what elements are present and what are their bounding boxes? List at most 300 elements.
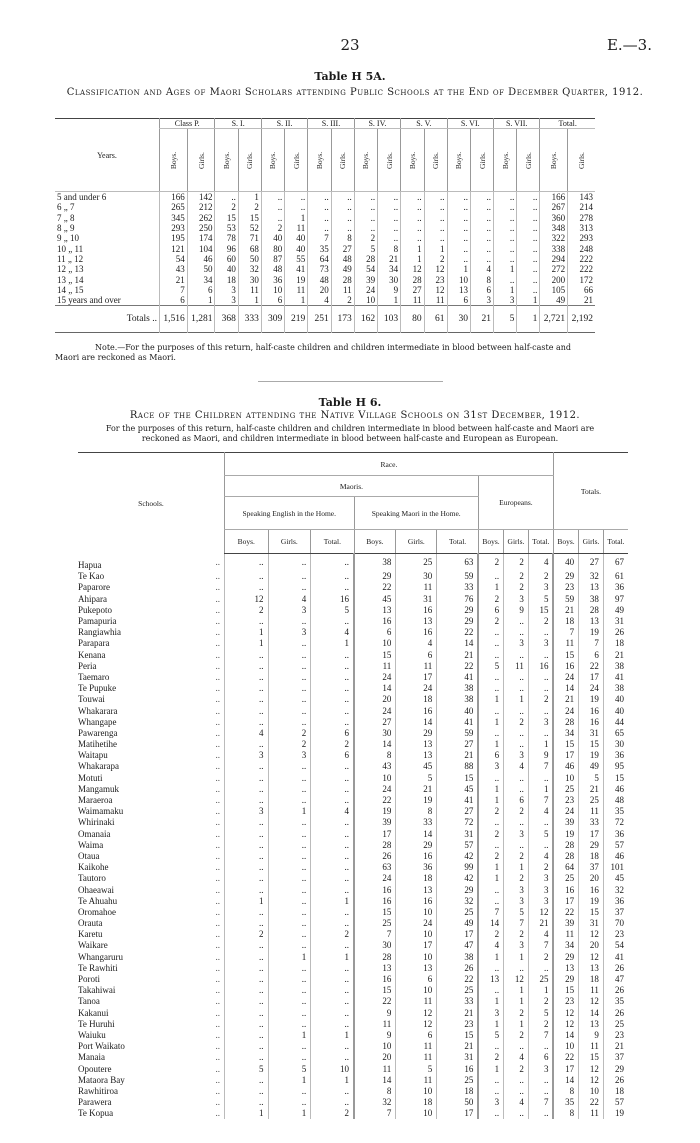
table-cell: .. [478, 649, 503, 660]
table-cell: 46 [603, 783, 628, 794]
table-cell: 1 [478, 862, 503, 873]
table-cell: 45 [354, 593, 396, 604]
table-cell: .. [478, 638, 503, 649]
table-cell: 11 [553, 638, 578, 649]
table-cell: .. [308, 223, 331, 233]
table-cell: .. [528, 839, 553, 850]
table-cell: .. [224, 761, 268, 772]
age-range-label: 15 years and over [57, 295, 121, 306]
dot-leader: .. [215, 806, 220, 817]
table-cell: 10 [354, 1041, 396, 1052]
table-cell: 12 [579, 1063, 604, 1074]
table-row [78, 1108, 628, 1119]
table-cell: .. [311, 850, 354, 861]
table-cell: .. [224, 1085, 268, 1096]
table-cell: .. [311, 985, 354, 996]
girls-header [187, 129, 215, 192]
table-cell: 28 [553, 839, 578, 850]
table-cell: .. [528, 705, 553, 716]
table-cell: .. [493, 213, 516, 223]
table-cell: 7 [528, 1029, 553, 1040]
girls-label: Girls. [523, 151, 533, 169]
table-cell: 2 [504, 571, 529, 582]
table-cell: 5 [528, 1007, 553, 1018]
table-cell: 99 [437, 862, 479, 873]
dot-leader: .. [215, 929, 220, 940]
table-cell: 7 [504, 918, 529, 929]
table-cell: .. [224, 973, 268, 984]
school-name: Karetu [78, 929, 103, 940]
table-row [78, 1041, 628, 1052]
table-cell: 15 [579, 739, 604, 750]
table-cell: 36 [261, 274, 284, 284]
table-cell: 1 [268, 806, 311, 817]
table-cell: 272 [540, 264, 568, 274]
table-row [55, 285, 595, 295]
school-name: Waitapu [78, 750, 108, 761]
table-cell: 14 [396, 716, 437, 727]
boys-header: Boys. [354, 530, 396, 554]
table-cell: .. [224, 571, 268, 582]
table-cell: 26 [603, 962, 628, 973]
dot-leader: .. [215, 1007, 220, 1018]
table-cell: 25 [354, 918, 396, 929]
table-cell: 1 [478, 1063, 503, 1074]
table-cell: .. [311, 884, 354, 895]
table-cell: 24 [553, 671, 578, 682]
table-cell: 6 [396, 1029, 437, 1040]
table-cell: 1 [187, 295, 215, 306]
table-cell: 212 [187, 202, 215, 212]
table-cell: 1 [311, 1029, 354, 1040]
table-cell: 29 [603, 1063, 628, 1074]
table-cell: .. [224, 772, 268, 783]
table-cell: .. [447, 223, 470, 233]
table-cell: 1 [504, 996, 529, 1007]
table-cell: 42 [437, 850, 479, 861]
table-row [78, 705, 628, 716]
table-cell: 39 [553, 817, 578, 828]
table-cell: 2 [504, 1063, 529, 1074]
table-cell: 16 [354, 895, 396, 906]
school-name: Mataora Bay [78, 1074, 125, 1085]
table-cell: 7 [478, 906, 503, 917]
table-cell: 31 [603, 615, 628, 626]
girls-label: Girls. [338, 151, 348, 169]
table-cell: .. [268, 828, 311, 839]
table-row [55, 213, 595, 223]
table-cell: .. [378, 213, 401, 223]
table-cell: 32 [437, 895, 479, 906]
table-cell: 22 [437, 973, 479, 984]
table-cell: 5 [528, 593, 553, 604]
table-cell: 3 [478, 1097, 503, 1108]
school-name: Whangaruru [78, 951, 123, 962]
table-cell: 38 [354, 554, 396, 571]
table-cell: .. [493, 192, 516, 203]
table-cell: 34 [553, 940, 578, 951]
europeans-header: Europeans. [478, 476, 553, 530]
table-row [78, 694, 628, 705]
dot-leader: .. [215, 557, 220, 568]
girls-header [424, 129, 447, 192]
boys-label: Boys. [407, 151, 417, 169]
race-header: Race. [224, 453, 553, 476]
table-cell: 24 [396, 683, 437, 694]
table-cell: .. [311, 582, 354, 593]
school-name: Waimamaku [78, 806, 124, 817]
table-cell: 14 [553, 1029, 578, 1040]
table-cell: 22 [354, 582, 396, 593]
table-cell: 11 [579, 1041, 604, 1052]
table-cell: 11 [424, 295, 447, 306]
school-name: Ahipara [78, 593, 107, 604]
table-cell: .. [268, 862, 311, 873]
table-cell: 28 [401, 274, 424, 284]
table-cell: .. [447, 192, 470, 203]
table-cell: 15 [215, 213, 238, 223]
age-range-label: 11 „ 12 [57, 253, 84, 264]
table-cell: 2 [504, 716, 529, 727]
totals-cell: 80 [401, 306, 424, 333]
table-cell: 19 [553, 828, 578, 839]
table-cell: 23 [603, 1029, 628, 1040]
totals-cell: 5 [493, 306, 516, 333]
table-cell: 21 [603, 1041, 628, 1052]
speaking-maori-header: Speaking Maori in the Home. [354, 497, 478, 530]
school-name: Te Pupuke [78, 683, 117, 694]
school-name: Motuti [78, 772, 103, 783]
table-cell: 66 [568, 285, 595, 295]
table-cell: .. [311, 918, 354, 929]
table-cell: .. [268, 1018, 311, 1029]
table-cell: 2 [528, 571, 553, 582]
table-cell: 195 [160, 233, 188, 243]
totals-cell: 2,192 [568, 306, 595, 333]
table-cell: .. [424, 192, 447, 203]
table-cell: .. [517, 223, 540, 233]
dot-leader: .. [215, 616, 220, 627]
table-cell: 2 [528, 996, 553, 1007]
table-cell: .. [268, 554, 311, 571]
table-row [78, 571, 628, 582]
table-cell: 22 [553, 1052, 578, 1063]
table-cell: 1 [224, 627, 268, 638]
table-cell: 21 [579, 783, 604, 794]
table-cell: .. [268, 929, 311, 940]
dot-leader: .. [215, 1097, 220, 1108]
table-cell: 5 [478, 660, 503, 671]
girls-label: Girls. [431, 151, 441, 169]
table-cell: 12 [504, 973, 529, 984]
school-name: Hapua [78, 560, 102, 571]
dot-leader: .. [215, 873, 220, 884]
table-cell: 15 [437, 1029, 479, 1040]
table-cell: .. [331, 202, 354, 212]
dot-leader: .. [215, 1108, 220, 1119]
table-cell: 19 [579, 750, 604, 761]
totals-cell: 162 [354, 306, 377, 333]
table-cell: 28 [553, 850, 578, 861]
table-row [78, 783, 628, 794]
table-row [55, 233, 595, 243]
table-cell: 29 [553, 571, 578, 582]
table-row [78, 1052, 628, 1063]
table-cell: 1 [478, 873, 503, 884]
table-cell: .. [447, 254, 470, 264]
table-cell: 1 [478, 794, 503, 805]
table-cell: 72 [603, 817, 628, 828]
table-row [78, 683, 628, 694]
table-cell: 23 [553, 582, 578, 593]
age-range-label: 8 „ 9 [57, 223, 75, 234]
table-cell: 21 [553, 604, 578, 615]
table-row [78, 1007, 628, 1018]
table-cell: 1 [504, 694, 529, 705]
school-name: Mangamuk [78, 783, 119, 794]
table-cell: 25 [437, 1074, 479, 1085]
table-cell: 4 [268, 593, 311, 604]
table-cell: 13 [553, 962, 578, 973]
table-cell: 18 [553, 615, 578, 626]
table-cell: 13 [579, 582, 604, 593]
table-cell: 4 [528, 850, 553, 861]
table-cell: 10 [396, 1108, 437, 1119]
table-cell: 33 [396, 817, 437, 828]
table-cell: 25 [553, 783, 578, 794]
table-cell: .. [311, 794, 354, 805]
table-cell: .. [504, 615, 529, 626]
table-cell: 1 [311, 951, 354, 962]
table-cell: 38 [437, 694, 479, 705]
table-cell: .. [311, 1018, 354, 1029]
table-cell: 2 [478, 929, 503, 940]
table-cell: .. [224, 817, 268, 828]
table-cell: 16 [311, 593, 354, 604]
table-cell: 172 [568, 274, 595, 284]
boys-header [447, 129, 470, 192]
table-cell: 5 [311, 604, 354, 615]
table-cell: 21 [437, 750, 479, 761]
table-cell: 95 [603, 761, 628, 772]
table-h5a-note: Note.—For the purposes of this return, half-caste children and children intermediate in blood between half-caste and Maori are reckoned as Maori. [55, 343, 572, 362]
table-cell: .. [311, 839, 354, 850]
total-header: Total. [528, 530, 553, 554]
girls-label: Girls. [384, 151, 394, 169]
table-cell: .. [331, 223, 354, 233]
table-cell: 36 [603, 750, 628, 761]
table-cell: 59 [437, 727, 479, 738]
table-cell: 48 [331, 254, 354, 264]
table-cell: 4 [528, 929, 553, 940]
boys-header [160, 129, 188, 192]
dot-leader: .. [215, 828, 220, 839]
girls-header [568, 129, 595, 192]
table-cell: 8 [553, 1085, 578, 1096]
table-cell: .. [215, 192, 238, 203]
table-cell: 11 [579, 1108, 604, 1119]
table-cell: 101 [603, 862, 628, 873]
table-cell: 63 [437, 554, 479, 571]
table-cell: .. [493, 243, 516, 253]
table-cell: 27 [437, 806, 479, 817]
table-row [55, 295, 595, 306]
table-cell: 1 [478, 582, 503, 593]
dot-leader: .. [215, 694, 220, 705]
table-cell: .. [311, 906, 354, 917]
school-name: Port Waikato [78, 1041, 125, 1052]
table-cell: .. [311, 772, 354, 783]
table-cell: .. [311, 1097, 354, 1108]
table-cell: .. [224, 839, 268, 850]
table-cell: 21 [437, 649, 479, 660]
girls-header: Girls. [504, 530, 529, 554]
table-cell: .. [224, 906, 268, 917]
boys-label: Boys. [268, 151, 278, 169]
table-cell: 13 [396, 615, 437, 626]
table-cell: .. [224, 1097, 268, 1108]
table-cell: 15 [579, 1052, 604, 1063]
table-cell: 22 [579, 1097, 604, 1108]
table-cell: 24 [579, 683, 604, 694]
table-cell: 22 [437, 627, 479, 638]
table-cell: 4 [504, 761, 529, 772]
table-cell: .. [504, 1108, 529, 1119]
table-cell: 3 [478, 761, 503, 772]
table-cell: .. [224, 884, 268, 895]
table-cell: 25 [437, 985, 479, 996]
table-cell: 1 [311, 1074, 354, 1085]
table-cell: 4 [478, 940, 503, 951]
table-cell: 70 [603, 918, 628, 929]
table-cell: .. [517, 233, 540, 243]
table-row [78, 985, 628, 996]
table-cell: 6 [311, 750, 354, 761]
totals-cell: 1 [517, 306, 540, 333]
group-header: S. V. [401, 119, 447, 129]
table-cell: 174 [187, 233, 215, 243]
table-cell: 5 [354, 243, 377, 253]
table-cell: .. [224, 1018, 268, 1029]
table-row [78, 727, 628, 738]
dot-leader: .. [215, 1085, 220, 1096]
table-cell: .. [331, 192, 354, 203]
table-cell: 18 [396, 873, 437, 884]
table-cell: 5 [579, 772, 604, 783]
table-cell: 16 [437, 1063, 479, 1074]
table-cell: 32 [238, 264, 261, 274]
table-cell: 22 [354, 794, 396, 805]
table-cell: .. [493, 233, 516, 243]
table-cell: 11 [354, 660, 396, 671]
table-cell: 15 [579, 906, 604, 917]
table-cell: 166 [160, 192, 188, 203]
dot-leader: .. [215, 772, 220, 783]
table-cell: 5 [528, 828, 553, 839]
table-cell: .. [470, 254, 493, 264]
table-cell: 23 [603, 929, 628, 940]
table-cell: 39 [354, 817, 396, 828]
table-cell: 29 [354, 571, 396, 582]
table-cell: 50 [187, 264, 215, 274]
school-name: Kakanui [78, 1007, 109, 1018]
table-cell: .. [528, 671, 553, 682]
table-cell: 21 [378, 254, 401, 264]
table-cell: 38 [603, 660, 628, 671]
table-cell: 5 [268, 1063, 311, 1074]
totals-cell: 103 [378, 306, 401, 333]
boys-label: Boys. [222, 151, 232, 169]
table-cell: 14 [396, 828, 437, 839]
table-cell: 11 [396, 1074, 437, 1085]
table-cell: 40 [285, 243, 308, 253]
table-cell: 27 [579, 554, 604, 571]
dot-leader: .. [215, 918, 220, 929]
table-cell: 14 [437, 638, 479, 649]
table-row [78, 873, 628, 884]
school-name: Parapara [78, 638, 110, 649]
table-cell: .. [268, 772, 311, 783]
table-cell: .. [268, 660, 311, 671]
table-cell: .. [504, 727, 529, 738]
table-cell: .. [378, 223, 401, 233]
table-cell: 16 [396, 604, 437, 615]
table-cell: 14 [579, 1007, 604, 1018]
table-cell: 67 [603, 554, 628, 571]
table-cell: .. [478, 627, 503, 638]
table-cell: 33 [437, 582, 479, 593]
totals-row [55, 306, 595, 333]
girls-header [285, 129, 308, 192]
school-name: Oromahoe [78, 906, 116, 917]
table-cell: 25 [437, 906, 479, 917]
dot-leader: .. [215, 1074, 220, 1085]
table-cell: 338 [540, 243, 568, 253]
table-cell: .. [424, 223, 447, 233]
table-cell: 3 [504, 638, 529, 649]
table-cell: .. [517, 285, 540, 295]
dot-leader: .. [215, 627, 220, 638]
dot-leader: .. [215, 985, 220, 996]
table-cell: 10 [311, 1063, 354, 1074]
table-cell: 10 [553, 1041, 578, 1052]
table-cell: .. [517, 254, 540, 264]
table-cell: 1 [504, 862, 529, 873]
table-cell: 9 [504, 604, 529, 615]
table-cell: .. [478, 727, 503, 738]
table-cell: 10 [396, 951, 437, 962]
table-cell: 60 [215, 254, 238, 264]
table-cell: 25 [579, 794, 604, 805]
table-row [78, 750, 628, 761]
table-cell: 3 [528, 884, 553, 895]
school-name: Te Rawhiti [78, 962, 118, 973]
table-cell: .. [224, 783, 268, 794]
table-cell: 1 [478, 716, 503, 727]
table-cell: 46 [187, 254, 215, 264]
table-cell: 2 [504, 806, 529, 817]
table-cell: 3 [215, 295, 238, 306]
table-cell: 40 [437, 705, 479, 716]
dot-leader: .. [215, 974, 220, 985]
dot-leader: .. [215, 705, 220, 716]
table-cell: 19 [285, 274, 308, 284]
girls-label: Girls. [196, 151, 206, 169]
dot-leader: .. [215, 996, 220, 1007]
group-header: Total. [540, 119, 595, 129]
age-range-label: 9 „ 10 [57, 233, 79, 244]
table-cell: 17 [579, 828, 604, 839]
